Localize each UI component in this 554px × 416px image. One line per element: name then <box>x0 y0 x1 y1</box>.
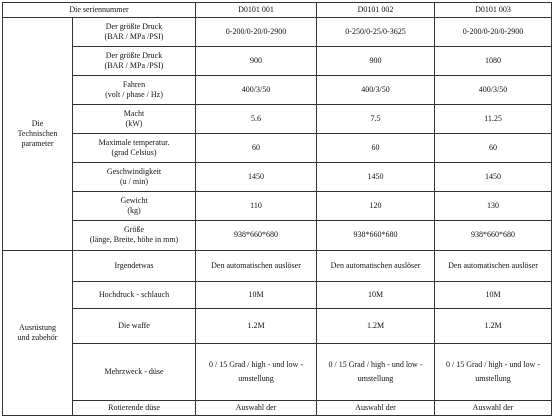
value-cell: 900 <box>317 46 435 75</box>
row-label-weight: Gewicht (kg) <box>73 191 196 220</box>
value-cell: 1.2M <box>196 309 317 344</box>
value-cell: 400/3/50 <box>196 75 317 105</box>
table-row <box>3 344 552 401</box>
header-row <box>3 3 552 18</box>
value-cell: 60 <box>435 134 552 163</box>
row-label-power: Macht (kW) <box>73 105 196 134</box>
value-cell: 10M <box>435 281 552 309</box>
value-cell: 130 <box>435 191 552 220</box>
equipment-group-label: Ausrüstung und zubehör <box>3 250 73 415</box>
value-cell: 1450 <box>196 163 317 192</box>
table-row <box>3 46 552 75</box>
table-row <box>3 163 552 192</box>
value-cell: 60 <box>196 134 317 163</box>
value-cell: 1450 <box>317 163 435 192</box>
model-header-3: D0101 003 <box>435 3 552 18</box>
value-cell: 400/3/50 <box>435 75 552 105</box>
row-label-drive: Fahren (volt / phase / Hz) <box>73 75 196 105</box>
technical-parameters-group-label: Die Technischen parameter <box>3 17 73 250</box>
row-label-max-pressure: Der größte Druck (BAR / MPa /PSI) <box>73 17 196 46</box>
table-row <box>3 134 552 163</box>
value-cell: 0 / 15 Grad / high - und low - umstellung <box>317 344 435 401</box>
value-cell: 938*660*680 <box>435 220 552 250</box>
value-cell: 11.25 <box>435 105 552 134</box>
value-cell: Den automatischen auslöser <box>435 250 552 281</box>
row-label-size: Größe (länge, Breite, höhe in mm) <box>73 220 196 250</box>
row-label-multipurpose-nozzle: Mehrzweck - düse <box>73 344 196 401</box>
value-cell: 938*660*680 <box>317 220 435 250</box>
table-row <box>3 309 552 344</box>
value-cell: 120 <box>317 191 435 220</box>
row-label-high-pressure-hose: Hochdruck - schlauch <box>73 281 196 309</box>
model-header-1: D0101 001 <box>196 3 317 18</box>
value-cell: 110 <box>196 191 317 220</box>
value-cell: Auswahl der <box>317 400 435 415</box>
value-cell: 0-250/0-25/0-3625 <box>317 17 435 46</box>
specification-table <box>2 2 552 416</box>
value-cell: 10M <box>317 281 435 309</box>
value-cell: Den automatischen auslöser <box>317 250 435 281</box>
value-cell: Auswahl der <box>196 400 317 415</box>
value-cell: Auswahl der <box>435 400 552 415</box>
value-cell: 0-200/0-20/0-2900 <box>196 17 317 46</box>
model-header-2: D0101 002 <box>317 3 435 18</box>
table-row <box>3 400 552 415</box>
value-cell: 0 / 15 Grad / high - und low - umstellung <box>196 344 317 401</box>
value-cell: 1080 <box>435 46 552 75</box>
row-label-trigger: Irgendetwas <box>73 250 196 281</box>
table-row <box>3 281 552 309</box>
value-cell: Den automatischen auslöser <box>196 250 317 281</box>
value-cell: 0 / 15 Grad / high - und low - umstellung <box>435 344 552 401</box>
table-row <box>3 17 552 46</box>
row-label-gun: Die waffe <box>73 309 196 344</box>
value-cell: 5.6 <box>196 105 317 134</box>
value-cell: 900 <box>196 46 317 75</box>
row-label-rotating-nozzle: Rotierende düse <box>73 400 196 415</box>
value-cell: 1450 <box>435 163 552 192</box>
table-row <box>3 191 552 220</box>
value-cell: 400/3/50 <box>317 75 435 105</box>
value-cell: 1.2M <box>317 309 435 344</box>
row-label-max-pressure-2: Der größte Druck (BAR / MPa /PSI) <box>73 46 196 75</box>
table-row <box>3 105 552 134</box>
row-label-speed: Geschwindigkeit (u / min) <box>73 163 196 192</box>
value-cell: 60 <box>317 134 435 163</box>
serial-number-header: Die seriennummer <box>3 3 196 18</box>
value-cell: 10M <box>196 281 317 309</box>
value-cell: 938*660*680 <box>196 220 317 250</box>
table-row <box>3 250 552 281</box>
table-row <box>3 75 552 105</box>
table-row <box>3 220 552 250</box>
value-cell: 1.2M <box>435 309 552 344</box>
value-cell: 0-200/0-20/0-2900 <box>435 17 552 46</box>
row-label-max-temperature: Maximale temperatur. (grad Celsius) <box>73 134 196 163</box>
value-cell: 7.5 <box>317 105 435 134</box>
